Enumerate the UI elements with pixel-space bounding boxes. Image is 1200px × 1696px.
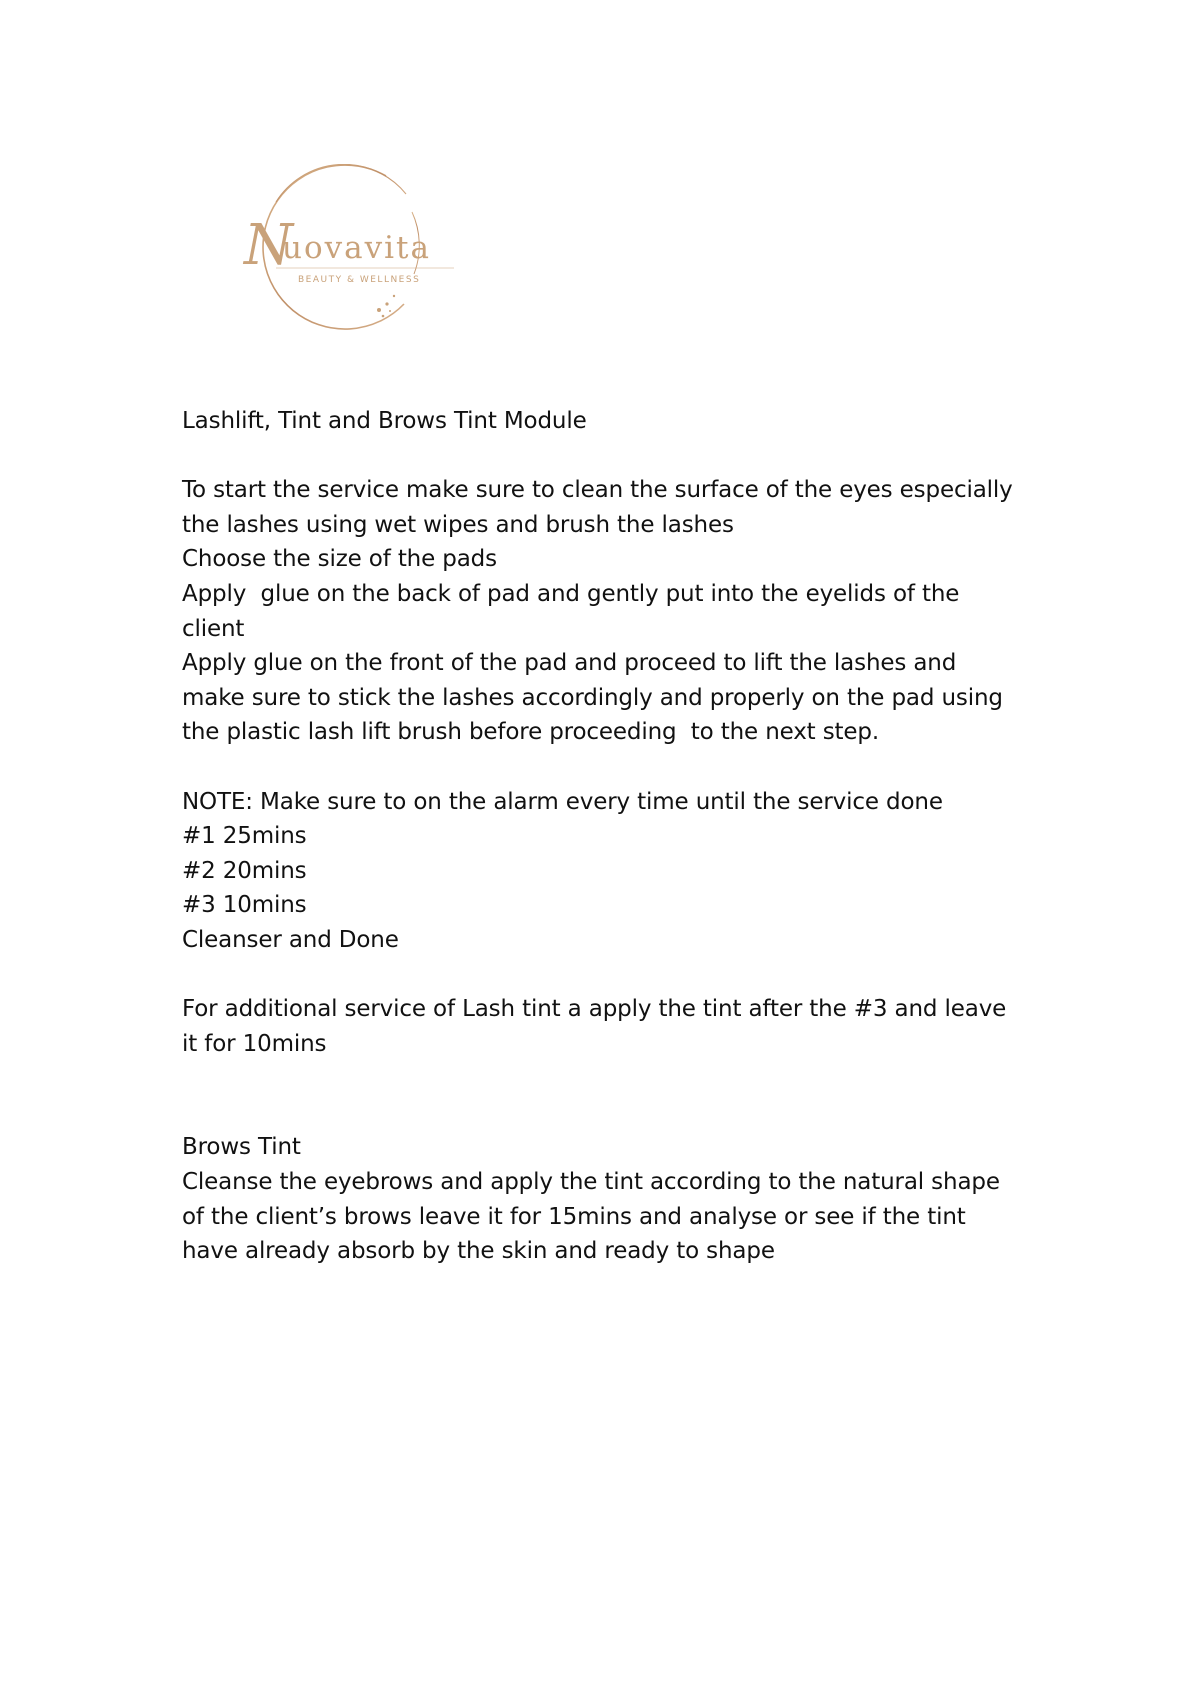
paragraph-line: Choose the size of the pads <box>182 546 497 573</box>
brows-line: Cleanse the eyebrows and apply the tint according to the natural shape <box>182 1169 1000 1196</box>
paragraph-line: client <box>182 615 245 642</box>
paragraph-line: the plastic lash lift brush before proceeding to the next step. <box>182 719 880 746</box>
brows-heading: Brows Tint <box>182 1134 301 1161</box>
additional-service-line: For additional service of Lash tint a apply the tint after the #3 and leave <box>182 996 1007 1023</box>
logo-initial: N <box>244 213 293 278</box>
paragraph-line: Apply glue on the back of pad and gently put into the eyelids of the <box>182 580 960 607</box>
step-item: #3 10mins <box>182 892 307 919</box>
logo-wordmark: uovavita <box>282 230 431 266</box>
note-line: NOTE: Make sure to on the alarm every time until the service done <box>182 788 943 815</box>
brows-line: of the client’s brows leave it for 15mins and analyse or see if the tint <box>182 1203 966 1230</box>
document-body <box>182 404 1062 1269</box>
paragraph-line: make sure to stick the lashes accordingly and properly on the pad using <box>182 684 1003 711</box>
logo-tagline: BEAUTY & WELLNESS <box>298 275 421 285</box>
paragraph-line: the lashes using wet wipes and brush the lashes <box>182 511 734 538</box>
step-item: Cleanser and Done <box>182 926 399 953</box>
brows-line: have already absorb by the skin and ready to shape <box>182 1238 775 1265</box>
nuovavita-logo <box>236 164 458 344</box>
step-item: #1 25mins <box>182 823 307 850</box>
paragraph-line: Apply glue on the front of the pad and proceed to lift the lashes and <box>182 650 957 677</box>
additional-service-line: it for 10mins <box>182 1030 327 1057</box>
step-item: #2 20mins <box>182 857 307 884</box>
paragraph-line: To start the service make sure to clean the surface of the eyes especially <box>182 477 1013 504</box>
document-title: Lashlift, Tint and Brows Tint Module <box>182 408 587 434</box>
